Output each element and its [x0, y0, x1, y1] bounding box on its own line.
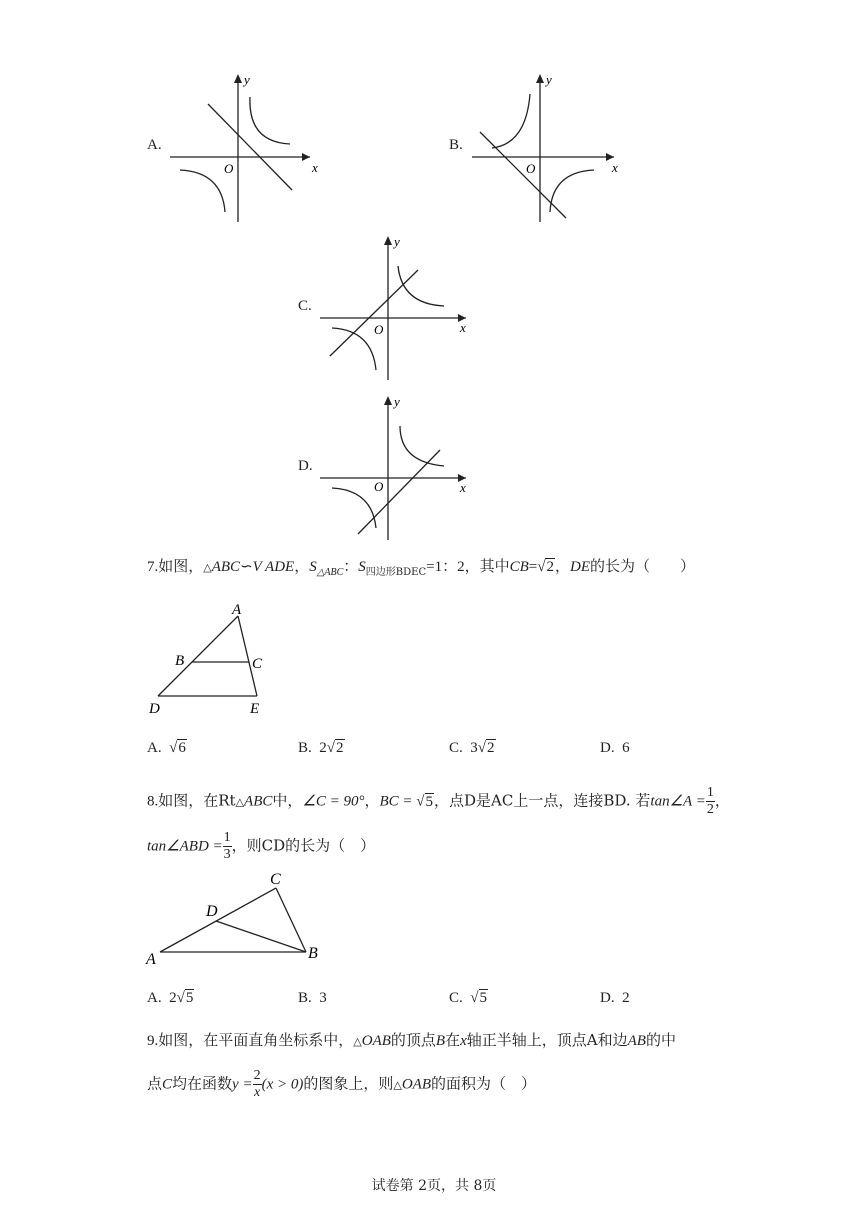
q8-choice-c[interactable]: C. √5: [449, 990, 487, 1006]
x-axis-label: x: [612, 160, 618, 175]
svg-text:D: D: [149, 701, 160, 717]
origin-label: O: [224, 161, 234, 176]
q8-choice-d[interactable]: D. 2: [600, 990, 630, 1006]
page-footer: 试卷第 2页，共 8页: [371, 1178, 497, 1194]
question-9-line-1: 9.如图，在平面直角坐标系中，△OAB的顶点B在x轴正半轴上，顶点A和边AB的中: [147, 1031, 676, 1049]
svg-text:C: C: [252, 656, 263, 672]
svg-text:D: D: [206, 903, 218, 920]
y-axis-label: y: [546, 72, 552, 87]
question-7-text: 7.如图，△ABC∽V ADE，$S_{\triangle ABC}$：$S_{四边形BDEC}=1$：2，其中CB=√2，DE的长为（ ）: [147, 557, 696, 578]
question-8-figure: [142, 868, 328, 970]
option-b-label: B.: [449, 137, 463, 153]
q7-choice-d[interactable]: D. 6: [600, 740, 630, 756]
question-8-line-1: 8.如图，在Rt△ABC中，∠C = 90°，BC = √5，点D是AC上一点，连接BD. 若tan∠A = $\frac{1}{2}$ ，: [147, 785, 730, 817]
q8-choice-b[interactable]: B. 3: [298, 990, 327, 1006]
option-a-label: A.: [147, 137, 162, 153]
option-a-graph: [170, 72, 320, 224]
q7-choice-c[interactable]: C. 3√2: [449, 740, 495, 756]
option-d-graph: [320, 394, 470, 542]
question-8-line-2: tan∠ABD = $\frac{1}{3}$ ，则CD的长为（ ）: [147, 830, 376, 862]
origin-label: O: [526, 161, 536, 176]
svg-text:A: A: [146, 951, 156, 968]
option-b-graph: [472, 72, 622, 224]
svg-text:C: C: [270, 871, 281, 888]
option-c-label: C.: [298, 298, 312, 314]
origin-label: O: [374, 479, 384, 494]
y-axis-label: y: [244, 72, 250, 87]
svg-text:E: E: [250, 701, 260, 717]
question-9-line-2: 点C均在函数y = $\frac{2}{x}$ (x > 0)的图象上，则△OAB的面积为（ ）: [147, 1068, 537, 1100]
option-c-graph: [320, 234, 470, 384]
option-d-label: D.: [298, 458, 313, 474]
origin-label: O: [374, 322, 384, 337]
q8-choice-a[interactable]: A. 2√5: [147, 990, 194, 1006]
q7-choice-b[interactable]: B. 2√2: [298, 740, 344, 756]
svg-text:A: A: [232, 602, 242, 618]
y-axis-label: y: [394, 234, 400, 249]
svg-text:B: B: [308, 945, 318, 962]
svg-text:B: B: [175, 653, 185, 669]
x-axis-label: x: [312, 160, 318, 175]
y-axis-label: y: [394, 394, 400, 409]
q7-choice-a[interactable]: A. √6: [147, 740, 186, 756]
x-axis-label: x: [460, 320, 466, 335]
question-7-figure: [144, 598, 274, 720]
x-axis-label: x: [460, 480, 466, 495]
